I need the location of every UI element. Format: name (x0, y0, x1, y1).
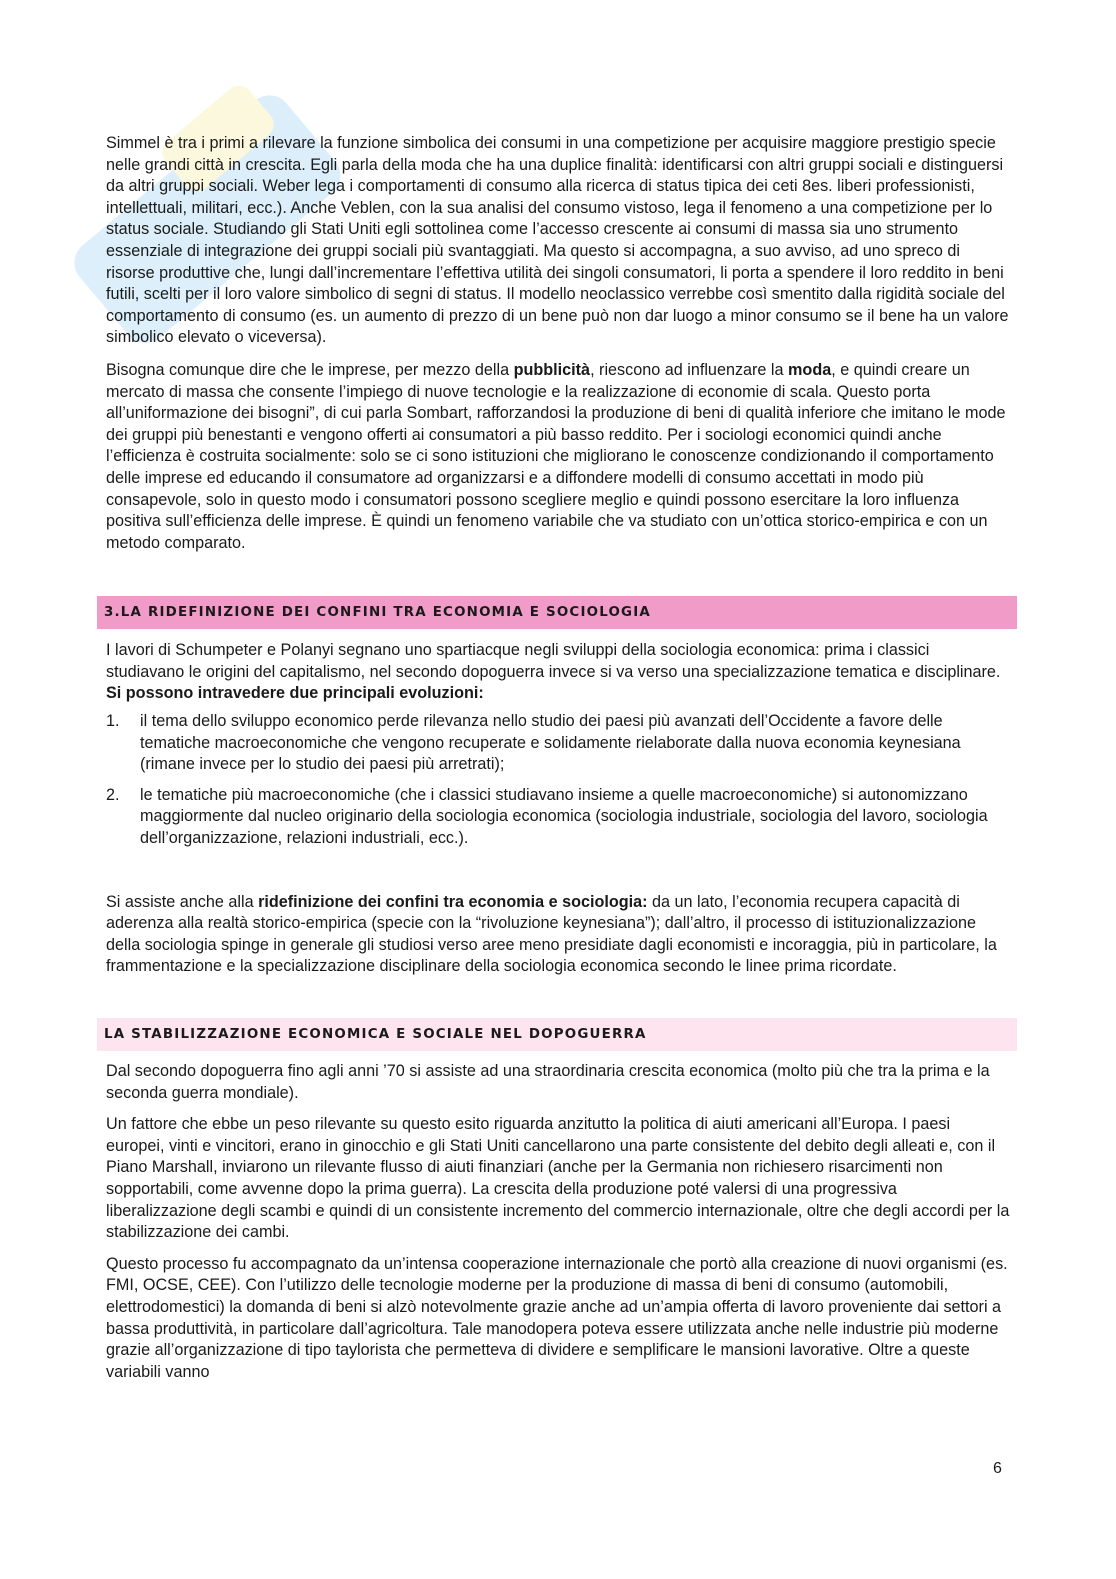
bold-term-moda: moda (788, 360, 832, 379)
list-number: 1. (106, 712, 120, 731)
bold-term-pubblicita: pubblicità (513, 360, 591, 379)
document-page (106, 133, 1012, 1383)
paragraph-ridefinizione (106, 892, 1012, 978)
text-span: I lavori di Schumpeter e Polanyi segnano uno spartiacque negli sviluppi della sociologia economica: prima i classici studiavano le origini del capitalismo, nel secondo dopoguerra invece si va verso una specializzazione tematica e disciplinare. (106, 641, 1001, 681)
list-item-text: le tematiche più macroeconomiche (che i classici studiavano insieme a quelle macroeconomiche) si autonomizzano maggiormente dal nucleo originario della sociologia economica (sociologia industriale, sociologia del lavoro, sociologia dell’organizzazione, relazioni industriali, ecc.). (140, 785, 988, 848)
bold-ridefinizione: ridefinizione dei confini tra economia e sociologia: (258, 892, 648, 911)
text-span: Bisogna comunque dire che le imprese, per mezzo della (106, 360, 514, 379)
list-item (106, 711, 1012, 776)
text-span: , riescono ad influenzare la (590, 360, 789, 379)
text-span: Si assiste anche alla (106, 892, 259, 911)
paragraph-simmel: Simmel è tra i primi a rilevare la funzione simbolica dei consumi in una competizione per acquisire maggiore prestigio specie nelle grandi città in crescita. Egli parla della moda che ha una duplice finalità: identificarsi con altri gruppi sociali e distinguersi da altri gruppi sociali. Weber lega i comportamenti di consumo alla ricerca di status tipica dei ceti 8es. liberi professionisti, intellettuali, militari, ecc.). Anche Veblen, con la sua analisi del consumo vistoso, lega il fenomeno a una competizione per lo status sociale. Studiando gli Stati Uniti egli sottolinea come l’accesso crescente ai consumi di massa sia uno strumento essenziale di integrazione dei gruppi sociali più svantaggiati. Ma questo si accompagna, a suo avviso, ad uno spreco di risorse produttive che, lungi dall’incrementare l’effettiva utilità dei singoli consumatori, li porta a spendere il loro reddito in beni futili, scelti per il loro valore simbolico di segni di status. Il modello neoclassico verrebbe così smentito dalla rigidità sociale del comportamento di consumo (es. un aumento di prezzo di un bene può non dar luogo a minor consumo se il bene ha un valore simbolico elevato o viceversa). (106, 134, 1009, 347)
list-item-text: il tema dello sviluppo economico perde rilevanza nello studio dei paesi più avanzati dell’Occidente a favore delle tematiche macroeconomiche che vengono recuperate e solidamente rielaborate dalla nuova economia keynesiana (rimane invece per lo studio dei paesi più arretrati); (140, 712, 961, 774)
page-number: 6 (993, 1460, 1002, 1477)
bold-intro: Si possono intravedere due principali evoluzioni: (106, 684, 484, 703)
evolutions-list (106, 711, 1012, 850)
section-heading-3: 3.LA RIDEFINIZIONE DEI CONFINI TRA ECONOMIA E SOCIOLOGIA (97, 596, 1017, 629)
paragraph-pubblicita (106, 360, 1012, 554)
paragraph-cooperazione: Questo processo fu accompagnato da un’intensa cooperazione internazionale che portò alla creazione di nuovi organismi (es. FMI, OCSE, CEE). Con l’utilizzo delle tecnologie moderne per la produzione di massa di beni di consumo (automobili, elettrodomestici) la domanda di beni si alzò notevolmente grazie anche ad un’ampia offerta di lavoro proveniente dai settori a bassa produttività, in particolare dall’agricoltura. Tale manodopera poteva essere utilizzata anche nelle industrie più moderne grazie all’organizzazione di tipo taylorista che permetteva di dividere e semplificare le mansioni lavorative. Oltre a queste variabili vanno (106, 1254, 1008, 1381)
paragraph-dopoguerra: Dal secondo dopoguerra fino agli anni ’70 si assiste ad una straordinaria crescita economica (molto più che tra la prima e la seconda guerra mondiale). (106, 1062, 990, 1102)
text-span: da un lato, l’economia recupera capacità di aderenza alla realtà storico-empirica (specie con la “rivoluzione keynesiana”); dall’altro, il processo di istituzionalizzazione della sociologia spinge in generale gli studiosi verso aree meno presidiate dagli economisti e incoraggia, più in particolare, la frammentazione e la specializzazione disciplinare della sociologia economica secondo le linee prima ricordate. (106, 892, 997, 976)
section-heading-stabilizzazione: LA STABILIZZAZIONE ECONOMICA E SOCIALE NEL DOPOGUERRA (97, 1018, 1017, 1051)
paragraph-section3-intro (106, 640, 1012, 705)
paragraph-aiuti: Un fattore che ebbe un peso rilevante su questo esito riguarda anzitutto la politica di aiuti americani all’Europa. I paesi europei, vinti e vincitori, erano in ginocchio e gli Stati Uniti cancellarono una parte consistente del debito degli alleati e, con il Piano Marshall, inviarono un rilevante flusso di aiuti finanziari (anche per la Germania non richiesero risarcimenti non sopportabili, come avvenne dopo la prima guerra). La crescita della produzione poté valersi di una progressiva liberalizzazione degli scambi e quindi di un consistente incremento del commercio internazionale, oltre che degli accordi per la stabilizzazione dei cambi. (106, 1115, 1010, 1242)
list-item (106, 785, 1012, 850)
text-span: , e quindi creare un mercato di massa che consente l’impiego di nuove tecnologie e la realizzazione di economie di scala. Questo porta all’uniformazione dei bisogni”, di cui parla Sombart, rafforzandosi la produzione di beni di qualità inferiore che imitano le mode dei gruppi più benestanti e vengono offerti ai consumatori a più basso reddito. Per i sociologi economici quindi anche l’efficienza è costruita socialmente: solo se ci sono istituzioni che migliorano le conoscenze condizionando il comportamento delle imprese ed educando il consumatore ad organizzarsi e a diffondere modelli di consumo accettati in modo più consapevole, solo in questo modo i consumatori possono scegliere meglio e quindi possono esercitare la loro influenza positiva sull’efficienza delle imprese. È quindi un fenomeno variabile che va studiato con un’ottica storico-empirica e con un metodo comparato. (106, 360, 1006, 552)
list-number: 2. (106, 785, 120, 804)
